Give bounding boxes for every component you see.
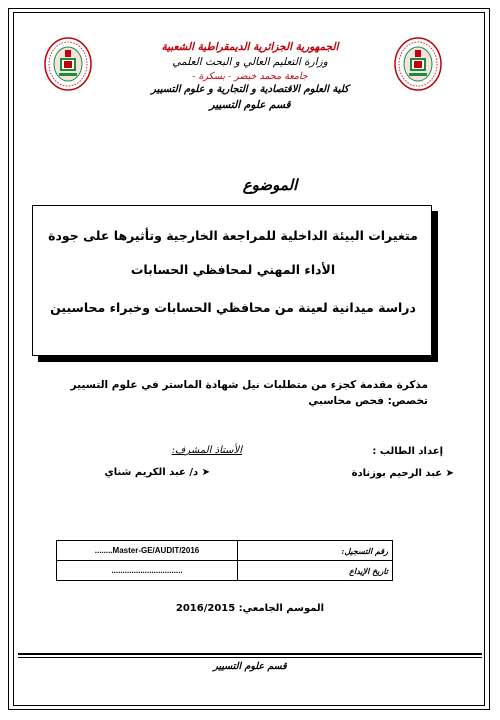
deposit-date-value: ................................ [57,561,238,581]
registration-table [56,540,393,581]
registration-row-deposit [57,561,393,581]
university-logo-right [393,36,443,92]
student-label: إعداد الطالب : [372,446,443,457]
header-department: قسم علوم التسيير [209,99,291,111]
registration-number-label: رقم التسجيل: [238,541,393,561]
footer-rule-thick [18,653,482,655]
title-line-2: الأداء المهني لمحافظي الحسابات [130,262,336,277]
supervisor-label: الأستاذ المشرف: [171,445,242,456]
memo-statement: مذكرة مقدمة كجزء من متطلبات نيل شهادة الماستر في علوم التسيير [70,379,428,391]
arrow-bullet-icon: ➤ [201,467,210,478]
title-line-3: دراسة ميدانية لعينة من محافظي الحسابات وخبراء محاسبين [50,300,416,315]
registration-row-number [57,541,393,561]
arrow-bullet-icon: ➤ [445,468,454,479]
supervisor-name: د/ عبد الكريم شناي [104,467,199,478]
subject-label: الموضوع [242,176,298,194]
header-faculty: كلية العلوم الاقتصادية و التجارية و علوم التسيير [151,84,349,95]
student-name: عبد الرحيم بوزنادة [351,468,443,479]
header-ministry: وزارة التعليم العالي و البحث العلمي [172,56,328,68]
header-republic: الجمهورية الجزائرية الديمقراطية الشعبية [161,41,339,53]
footer-department: قسم علوم التسيير [213,661,287,672]
title-line-1: متغيرات البيئة الداخلية للمراجعة الخارجية وتأثيرها على جودة [48,228,418,243]
header-university: جامعة محمد خيضر - بسكرة - [192,71,308,82]
academic-year: الموسم الجامعي: 2016/2015 [175,603,325,614]
university-logo-left [43,36,93,92]
footer-rule-thin [18,657,482,658]
memo-specialty: تخصص: فحص محاسبي [308,395,428,407]
deposit-date-label: تاريخ الإيداع [238,561,393,581]
student-name-row [352,468,454,479]
supervisor-name-row [105,467,210,478]
registration-number-value: ........Master-GE/AUDIT/2016 [57,541,238,561]
